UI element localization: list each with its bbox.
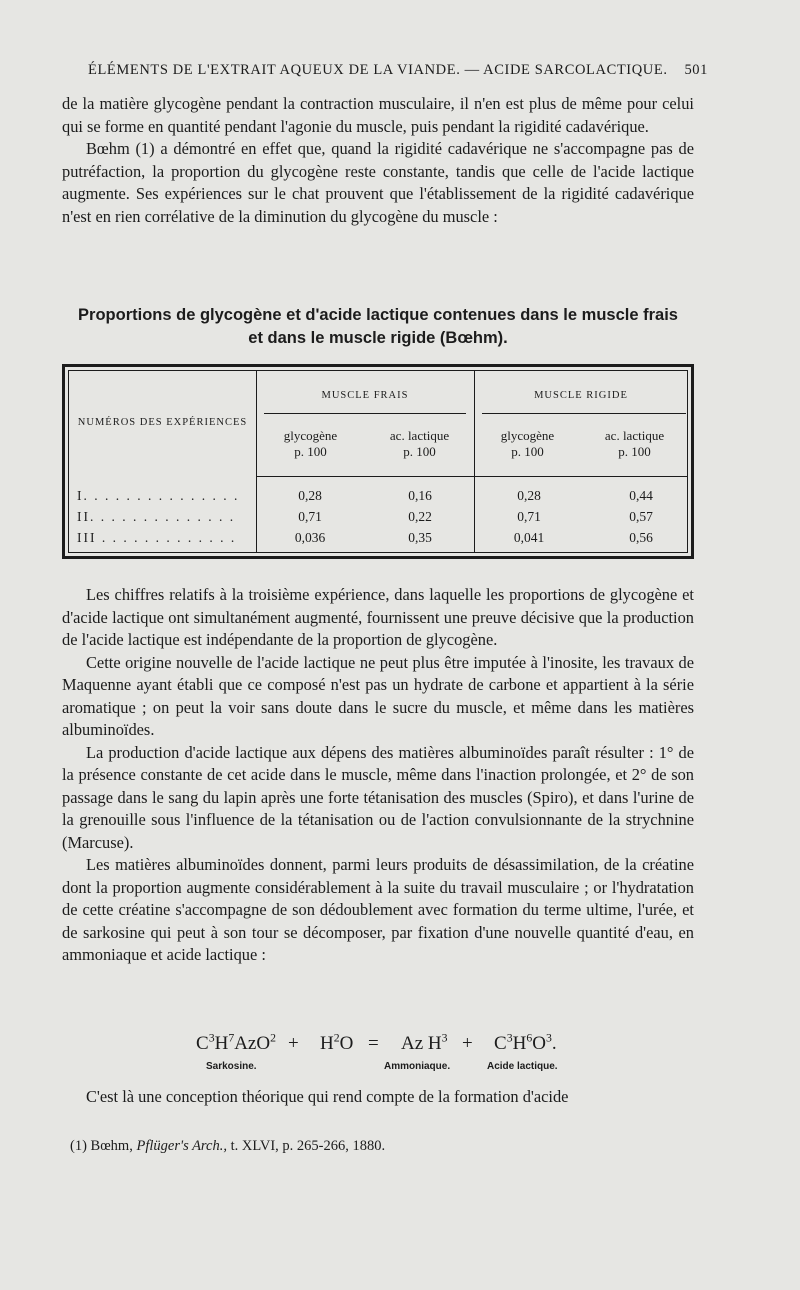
table-cell: 0,16 <box>408 488 432 503</box>
table-title-line: et dans le muscle rigide (Bœhm). <box>248 329 508 347</box>
formula-text: H <box>214 1033 229 1054</box>
formula-text: H <box>320 1033 334 1054</box>
group-underline <box>482 413 686 414</box>
header-divider <box>256 476 687 477</box>
row-label: I. . . . . . . . . . . . . . . <box>77 488 240 503</box>
group-header-frais: MUSCLE FRAIS <box>321 390 409 401</box>
col-header-label: glycogène <box>283 428 338 443</box>
page-number: 501 <box>684 62 708 78</box>
formula-plus: + <box>288 1033 299 1054</box>
row-label: III . . . . . . . . . . . . . <box>77 530 237 545</box>
table-cell: 0,22 <box>408 509 432 524</box>
table-cell: 0,041 <box>513 530 545 545</box>
col-header-label: ac. lactique <box>604 428 665 443</box>
formula-text: C <box>196 1033 209 1054</box>
table-title-line: Proportions de glycogène et d'acide lactique contenues dans le muscle frais <box>78 306 678 324</box>
label-acide-lactique: Acide lactique. <box>487 1061 558 1072</box>
table-title <box>62 304 694 350</box>
table-cell: 0,036 <box>294 530 326 545</box>
col-header-unit: p. 100 <box>294 444 327 459</box>
formula-plus: + <box>462 1033 473 1054</box>
col-header-lactique-frais <box>365 428 474 460</box>
paragraph: Cette origine nouvelle de l'acide lactique ne peut plus être imputée à l'inosite, les travaux de Maquenne ayant établi que ce composé n'est pas un hydrate de carbone et appartient à la série aromatique ; on peut la voir sans doute dans le sucre du muscle, et même dans les matières albuminoïdes. <box>62 652 694 739</box>
paragraph: C'est là une conception théorique qui rend compte de la formation d'acide <box>86 1087 569 1106</box>
col-header-glycogene-rigide <box>474 428 581 460</box>
table-cell: 0,57 <box>629 509 653 524</box>
formula-text: C <box>494 1033 507 1054</box>
col-header-lactique-rigide <box>581 428 688 460</box>
col-header-glycogene-frais <box>256 428 365 460</box>
running-title: ÉLÉMENTS DE L'EXTRAIT AQUEUX DE LA VIANDE. — ACIDE SARCOLACTIQUE. <box>88 62 668 78</box>
text-block-bottom <box>62 1086 694 1109</box>
formula-sarkosine: $C^3H^7AzO^2$ <box>196 1031 276 1054</box>
table-cell: 0,35 <box>408 530 432 545</box>
row-header: NUMÉROS DES EXPÉRIENCES <box>77 417 248 428</box>
table-cell: 0,56 <box>629 530 653 545</box>
row-label: II. . . . . . . . . . . . . . <box>77 509 236 524</box>
label-ammoniaque: Ammoniaque. <box>384 1061 451 1072</box>
paragraph: de la matière glycogène pendant la contraction musculaire, il n'en est plus de même pour celui qui se forme en quantité pendant l'agonie du muscle, puis pendant la rigidité cadavérique. <box>62 94 694 136</box>
group-underline <box>264 413 466 414</box>
col-header-label: ac. lactique <box>389 428 450 443</box>
group-header-rigide: MUSCLE RIGIDE <box>534 390 628 401</box>
table-cell: 0,44 <box>629 488 653 503</box>
label-sarkosine: Sarkosine. <box>206 1061 257 1072</box>
formula-equals: = <box>368 1033 379 1054</box>
table-cell: 0,28 <box>517 488 541 503</box>
paragraph: La production d'acide lactique aux dépens des matières albuminoïdes paraît résulter : 1° de la présence constante de cet acide dans le muscle, même dans l'inaction prolongée, et 2° de son passage dans le sang du lapin après une forte tétanisation des muscles (Spiro), et dans l'urine de la grenouille sous l'influence de la tétanisation ou de l'action convulsionnante de la strychnine (Marcuse). <box>62 742 694 852</box>
formula-acid: $C^3H^6O^3$. <box>494 1031 557 1054</box>
table-cell: 0,71 <box>517 509 541 524</box>
data-table <box>62 364 694 559</box>
formula-ammonia: Az $H^3$ <box>401 1031 448 1054</box>
footnote <box>70 1138 385 1155</box>
footnote-reference: t. XLVI, p. 265-266, 1880. <box>230 1138 386 1154</box>
col-header-unit: p. 100 <box>618 444 651 459</box>
formula-text: Az H <box>401 1033 442 1054</box>
table-inner-frame <box>68 370 688 553</box>
col-header-unit: p. 100 <box>511 444 544 459</box>
text-block-top <box>62 93 694 228</box>
table-cell: 0,28 <box>298 488 322 503</box>
footnote-author: (1) Bœhm, <box>70 1138 133 1154</box>
col-header-unit: p. 100 <box>403 444 436 459</box>
col-header-label: glycogène <box>500 428 555 443</box>
paragraph: Les matières albuminoïdes donnent, parmi leurs produits de désassimilation, de la créatine dont la proportion augmente considérablement à la suite du travail musculaire ; or l'hydratation de cette créatine s'accompagne de son dédoublement avec formation du terme ultime, l'urée, et de sarkosine qui peut à son tour se décomposer, par fixation d'une nouvelle quantité d'eau, en ammoniaque et acide lactique : <box>62 855 694 964</box>
footnote-journal: Pflüger's Arch., <box>136 1138 227 1154</box>
paragraph: Les chiffres relatifs à la troisième expérience, dans laquelle les proportions de glycogène et d'acide lactique ont simultanément augmenté, fournissent une preuve décisive que la production de l'acide lactique est indépendante de la proportion de glycogène. <box>62 585 694 649</box>
paragraph: Bœhm (1) a démontré en effet que, quand la rigidité cadavérique ne s'accompagne pas de putréfaction, la proportion du glycogène reste constante, tandis que celle de l'acide lactique augmente. Ses expériences sur le chat prouvent que l'établissement de la rigidité cadavérique n'est en rien corrélative de la diminution du glycogène du muscle : <box>62 139 694 226</box>
running-header <box>88 62 708 79</box>
text-block-middle <box>62 584 694 967</box>
formula-water: $H^2O$ <box>320 1031 354 1054</box>
table-cell: 0,71 <box>298 509 322 524</box>
